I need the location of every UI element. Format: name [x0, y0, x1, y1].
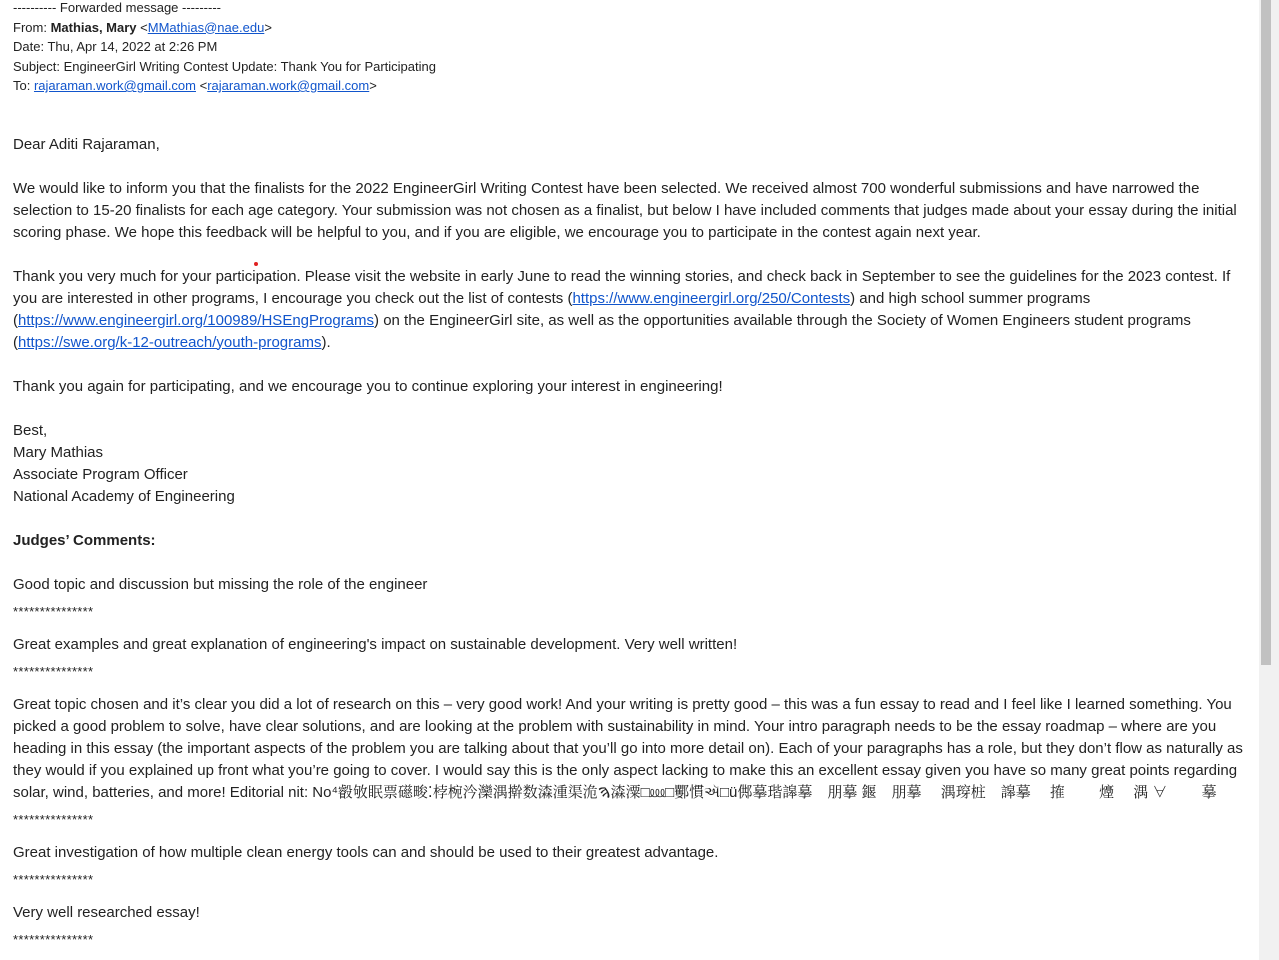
judge-comment-2: Great examples and great explanation of engineering's impact on sustainable development. Very well written! — [13, 635, 738, 653]
hs-programs-link[interactable]: https://www.engineergirl.org/100989/HSEngPrograms — [18, 311, 375, 329]
judges-comments-heading: Judges’ Comments: — [13, 531, 156, 549]
to-label: To: — [13, 78, 34, 93]
paragraph-programs — [13, 266, 1243, 354]
paragraph-thanks: Thank you again for participating, and we encourage you to continue exploring your interest in engineering! — [13, 377, 723, 395]
cursor-marker — [254, 262, 258, 266]
contests-link[interactable]: https://www.engineergirl.org/250/Contests — [572, 289, 851, 307]
email-message — [13, 0, 1243, 948]
signature-name: Mary Mathias — [13, 443, 104, 461]
from-line: From: Mathias, Mary <MMathias@nae.edu> — [13, 19, 272, 35]
forward-line: ---------- Forwarded message --------- — [13, 0, 221, 15]
to-email-link-2[interactable]: rajaraman.work@gmail.com — [207, 78, 370, 93]
to-line: To: rajaraman.work@gmail.com <rajaraman.work@gmail.com> — [13, 78, 377, 93]
comment-separator: *************** — [13, 811, 94, 827]
swe-programs-link[interactable]: https://swe.org/k-12-outreach/youth-programs — [18, 333, 322, 351]
comment-separator: *************** — [13, 931, 94, 947]
paragraph-programs-text-1: Thank you very much for your participation. Please visit the website in early June to read the winning stories, and check back in September to see the guidelines for the 2023 contest. If you are interested in other programs, I encourage you check out the list of contests ( — [13, 267, 1231, 307]
signature-title: Associate Program Officer — [13, 465, 188, 483]
subject-line: Subject: EngineerGirl Writing Contest Update: Thank You for Participating — [13, 58, 436, 74]
comment-separator: *************** — [13, 663, 94, 679]
judge-comment-3: Great topic chosen and it’s clear you did a lot of research on this – very good work! And your writing is pretty good – this was a fun essay to read and I feel like I learned something. You picked a good problem to solve, have clear solutions, and are looking at the problem with sustainability in mind. Your intro paragraph needs to be the essay roadmap – where are you heading in this essay (the important aspects of the problem you are talking about that you’ll go into more detail on). Each of your paragraphs has a role, but they don’t flow as naturally as they would if you explained up front what you’re going to cover. I would say this is the only aspect lacking to make this an excellent essay given you have so many great points regarding solar, wind, batteries, and more! Editorial nit: No⁴㲊敂眠票礠畯⁚桲椀汵灤湡擀数潹湩渠洈ࠄ潹潥□⅏□䣤慣ઍ□ü䣏摹瑎䜂摹 朋摹 䤷 朋摹 湡瑏桩 䜂摹 搉 㸀 湡 ∀ 摹 — [13, 695, 1243, 801]
date-line: Date: Thu, Apr 14, 2022 at 2:26 PM — [13, 39, 218, 54]
scrollbar-thumb[interactable] — [1261, 0, 1271, 665]
to-email-link[interactable]: rajaraman.work@gmail.com — [33, 78, 196, 93]
greeting: Dear Aditi Rajaraman, — [13, 135, 160, 153]
from-name: Mathias, Mary — [50, 19, 137, 35]
judge-comment-5: Very well researched essay! — [13, 903, 200, 921]
signature-closing: Best, — [13, 421, 48, 439]
signature-organization: National Academy of Engineering — [13, 487, 235, 505]
comment-separator: *************** — [13, 871, 94, 887]
paragraph-programs-text-3: ) on the EngineerGirl site, as well as the opportunities available through the Society of Women Engineers student programs ( — [13, 311, 1191, 351]
from-email-link[interactable]: MMathias@nae.edu — [147, 19, 265, 35]
judge-comment-4: Great investigation of how multiple clean energy tools can and should be used to their greatest advantage. — [13, 843, 719, 861]
comment-separator: *************** — [13, 603, 94, 619]
from-label: From: — [13, 19, 51, 35]
judge-comment-1: Good topic and discussion but missing the role of the engineer — [13, 575, 428, 593]
vertical-scrollbar[interactable] — [1259, 0, 1279, 960]
paragraph-programs-text-2: ) and high school summer programs ( — [13, 289, 1091, 329]
paragraph-finalists: We would like to inform you that the finalists for the 2022 EngineerGirl Writing Contest have been selected. We received almost 700 wonderful submissions and have narrowed the selection to 15-20 finalists for each age category. Your submission was not chosen as a finalist, but below I have included comments that judges made about your essay during the initial scoring phase. We hope this feedback will be helpful to you, and if you are eligible, we encourage you to participate in the contest again next year. — [13, 179, 1237, 241]
paragraph-programs-text-4: ). — [321, 333, 331, 351]
